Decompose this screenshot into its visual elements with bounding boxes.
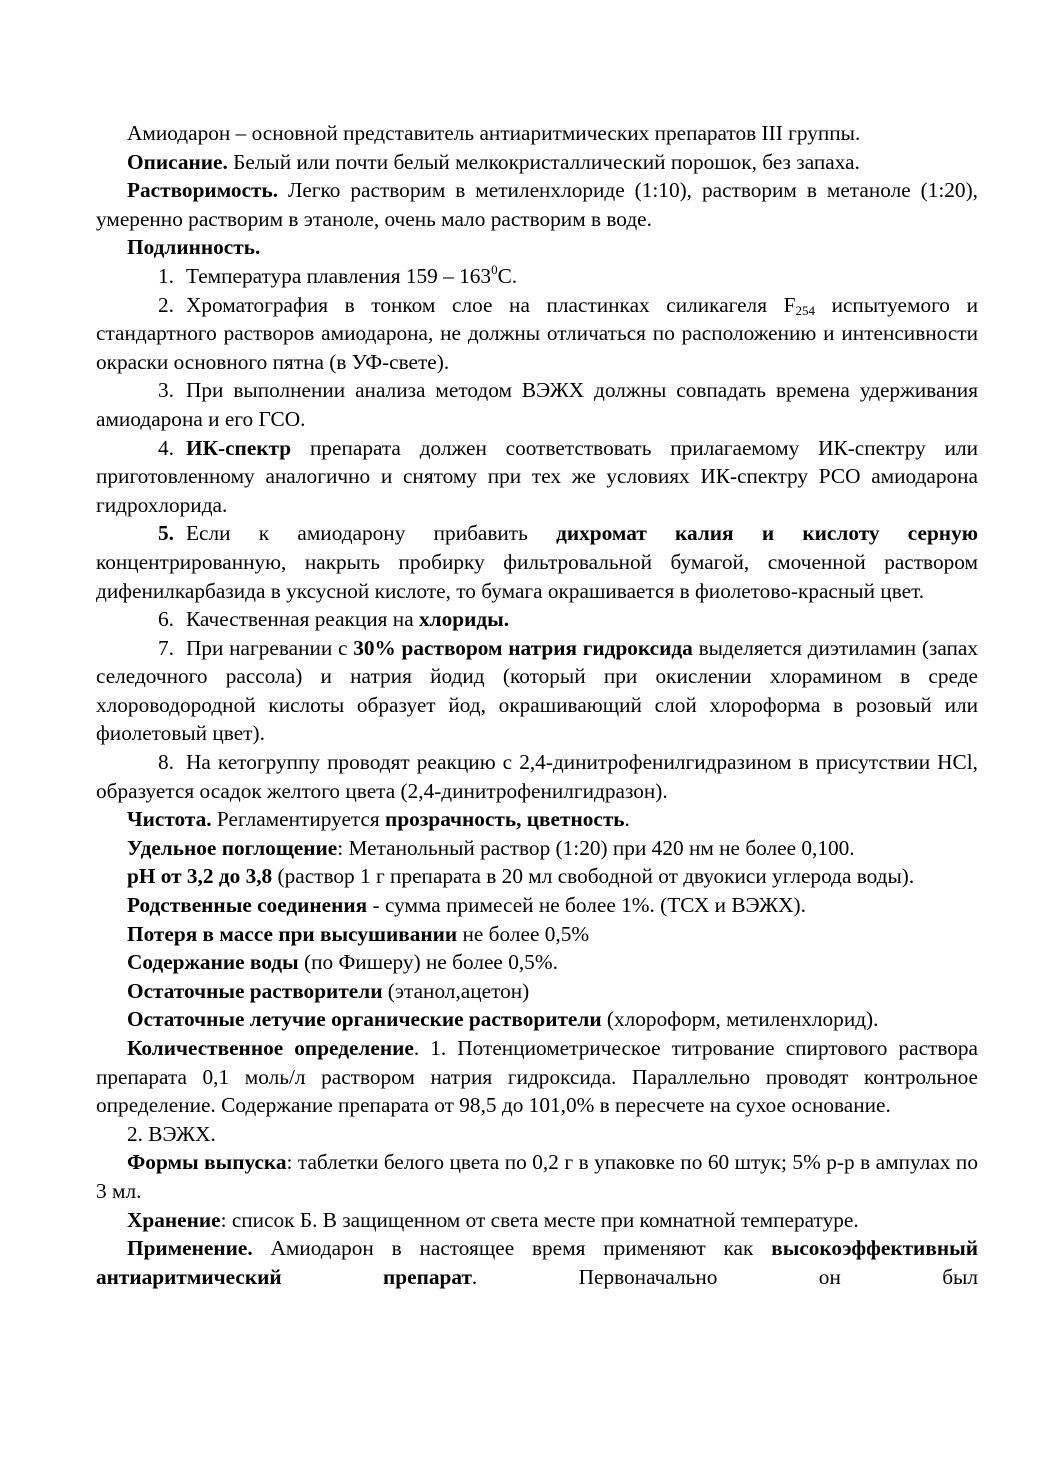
- residual-solvents-paragraph: Остаточные растворители (этанол,ацетон): [127, 978, 530, 1003]
- identity-heading: Подлинность.: [127, 235, 261, 260]
- description-paragraph: Описание. Белый или почти белый мелкокристаллический порошок, без запаха.: [127, 149, 860, 174]
- dosage-forms-paragraph: Формы выпуска: таблетки белого цвета по 0,2 г в упаковке по 60 штук; 5% р-р в ампулах по 3 мл.: [96, 1150, 978, 1203]
- document-page: [96, 119, 978, 1291]
- assay-paragraph: Количественное определение. 1. Потенциометрическое титрование спиртового раствора препарата 0,1 моль/л раствором натрия гидроксида. Параллельно проводят контрольное определение. Содержание препарата от 98,5 до 101,0% в пересчете на сухое основание.: [96, 1036, 978, 1118]
- description-label: Описание.: [127, 149, 228, 174]
- identity-item-1: 1. Температура плавления $159 - 163^0С$.: [158, 261, 518, 288]
- water-content-paragraph: Содержание воды (по Фишеру) не более 0,5%.: [127, 950, 558, 975]
- application-paragraph: Применение. Амиодарон в настоящее время применяют как высокоэффективный антиаритмический препарат. Первоначально он был: [96, 1236, 978, 1289]
- assay-method-2: 2. ВЭЖХ.: [127, 1121, 216, 1146]
- ph-paragraph: pH от 3,2 до 3,8 (раствор 1 г препарата в 20 мл свободной от двуокиси углерода воды).: [127, 864, 915, 889]
- intro-paragraph: Амиодарон – основной представитель антиаритмических препаратов III группы.: [127, 121, 861, 145]
- solubility-label: Растворимость.: [127, 178, 279, 203]
- identity-item-8: 8. На кетогруппу проводят реакцию с 2,4-динитрофенилгидразином в присутствии HCl, образуется осадок желтого цвета (2,4-динитрофенилгидразон).: [96, 750, 978, 803]
- solubility-paragraph: Растворимость. Легко растворим в метиленхлориде (1:10), растворим в метаноле (1:20), умеренно растворим в этаноле, очень мало растворим в воде.: [96, 178, 978, 231]
- identity-item-7: 7. При нагревании с 30% раствором натрия гидроксида выделяется диэтиламин (запах селедочного рассола) и натрия йодид (который при окислении хлорамином в среде хлороводородной кислоты образует йод, окрашивающий слой хлороформа в розовый или фиолетовый цвет).: [96, 635, 979, 746]
- storage-paragraph: Хранение: список Б. В защищенном от света месте при комнатной температуре.: [127, 1207, 859, 1232]
- identity-item-6: 6. Качественная реакция на хлориды.: [158, 607, 510, 632]
- identity-item-5: 5. Если к амиодарону прибавить дихромат калия и кислоту серную концентрированную, накрыть пробирку фильтровальной бумагой, смоченной раствором дифенилкарбазида в уксусной кислоте, то бумага окрашивается в фиолетово-красный цвет.: [96, 521, 978, 603]
- identity-item-2: 2. Хроматография в тонком слое на пластинках силикагеля $F_{254}$ испытуемого и стандартного растворов амиодарона, не должны отличаться по расположению и интенсивности окраски основного пятна (в УФ-свете).: [96, 292, 978, 374]
- identity-item-3: 3. При выполнении анализа методом ВЭЖХ должны совпадать времена удерживания амиодарона и его ГСО.: [96, 378, 978, 431]
- identity-item-4: 4. ИК-спектр препарата должен соответствовать прилагаемому ИК-спектру или приготовленному аналогично и снятому при тех же условиях ИК-спектру РСО амиодарона гидрохлорида.: [96, 435, 978, 517]
- loss-on-drying-paragraph: Потеря в массе при высушивании не более 0,5%: [127, 921, 590, 946]
- volatile-solvents-paragraph: Остаточные летучие органические растворители (хлороформ, метиленхлорид).: [127, 1007, 879, 1032]
- related-compounds-paragraph: Родственные соединения - сумма примесей не более 1%. (ТСХ и ВЭЖХ).: [127, 893, 806, 918]
- absorbance-paragraph: Удельное поглощение: Метанольный раствор (1:20) при 420 нм не более 0,100.: [127, 835, 855, 860]
- purity-paragraph: Чистота. Регламентируется прозрачность, цветность.: [127, 807, 630, 832]
